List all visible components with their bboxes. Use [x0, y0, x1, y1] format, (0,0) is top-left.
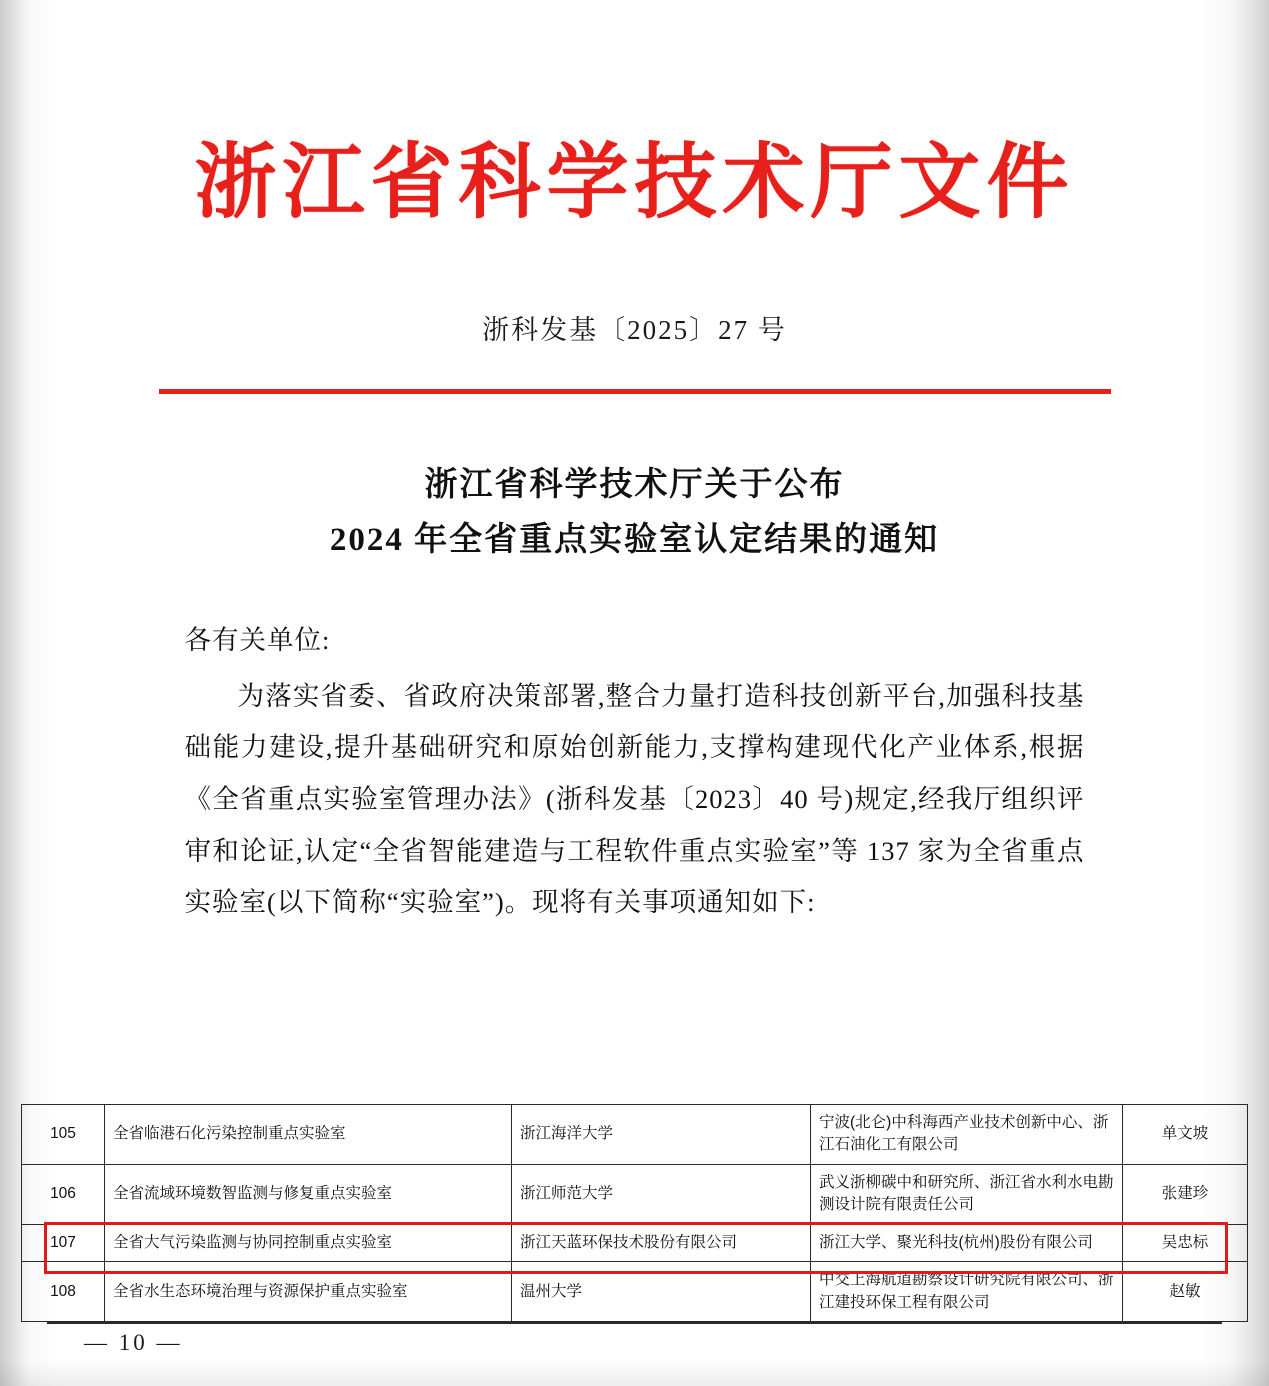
row-host-unit: 浙江师范大学: [512, 1164, 811, 1224]
row-partner-units: 宁波(北仑)中科海西产业技术创新中心、浙江石油化工有限公司: [811, 1105, 1123, 1165]
row-partner-units: 武义浙柳碳中和研究所、浙江省水利水电勘测设计院有限责任公司: [811, 1164, 1123, 1224]
row-index: 105: [22, 1105, 105, 1165]
scan-edge-left: [0, 0, 30, 1386]
row-partner-units: 中交上海航道勘察设计研究院有限公司、浙江建投环保工程有限公司: [811, 1262, 1123, 1322]
footer-divider: [47, 1322, 1222, 1324]
row-lab-name: 全省临港石化污染控制重点实验室: [105, 1105, 512, 1165]
row-index: 107: [22, 1224, 105, 1261]
body-paragraph-1: 为落实省委、省政府决策部署,整合力量打造科技创新平台,加强科技基础能力建设,提升基础研究和原始创新能力,支撑构建现代化产业体系,根据《全省重点实验室管理办法》(浙科发基〔2023〕40 号)规定,经我厅组织评审和论证,认定“全省智能建造与工程软件重点实验室”等 137 家为全省重点实验室(以下简称“实验室”)。现将有关事项通知如下:: [184, 680, 1085, 918]
row-index: 106: [22, 1164, 105, 1224]
row-director: 张建珍: [1123, 1164, 1248, 1224]
table-row: [22, 1262, 1248, 1322]
document-number: 浙科发基〔2025〕27 号: [482, 315, 787, 346]
page-number: — 10 —: [84, 1330, 183, 1355]
page-title: [0, 458, 1269, 567]
row-partner-units: 浙江大学、聚光科技(杭州)股份有限公司: [811, 1224, 1123, 1261]
row-director: 吴忠标: [1123, 1224, 1248, 1261]
row-director: 单文坡: [1123, 1105, 1248, 1165]
document-masthead: 浙江省科学技术厅文件: [194, 137, 1075, 228]
scan-edge-bottom: [0, 1360, 1269, 1386]
row-host-unit: 温州大学: [512, 1262, 811, 1322]
row-director: 赵敏: [1123, 1262, 1248, 1322]
row-lab-name: 全省流域环境数智监测与修复重点实验室: [105, 1164, 512, 1224]
table-row: [22, 1164, 1248, 1224]
table-row-highlighted: [22, 1224, 1248, 1261]
row-lab-name: 全省大气污染监测与协同控制重点实验室: [105, 1224, 512, 1261]
scan-edge-right: [1229, 0, 1269, 1386]
title-line-1: 浙江省科学技术厅关于公布: [424, 467, 845, 504]
letter-body: [185, 615, 1085, 929]
row-host-unit: 浙江天蓝环保技术股份有限公司: [512, 1224, 811, 1261]
salutation: 各有关单位:: [184, 624, 331, 655]
title-line-2: 2024 年全省重点实验室认定结果的通知: [329, 521, 940, 558]
lab-list-table: [21, 1104, 1248, 1322]
row-host-unit: 浙江海洋大学: [512, 1105, 811, 1165]
red-divider-rule: [159, 389, 1111, 394]
row-index: 108: [22, 1262, 105, 1322]
row-lab-name: 全省水生态环境治理与资源保护重点实验室: [105, 1262, 512, 1322]
lab-list-table-region: [0, 1104, 1269, 1322]
table-row: [22, 1105, 1248, 1165]
